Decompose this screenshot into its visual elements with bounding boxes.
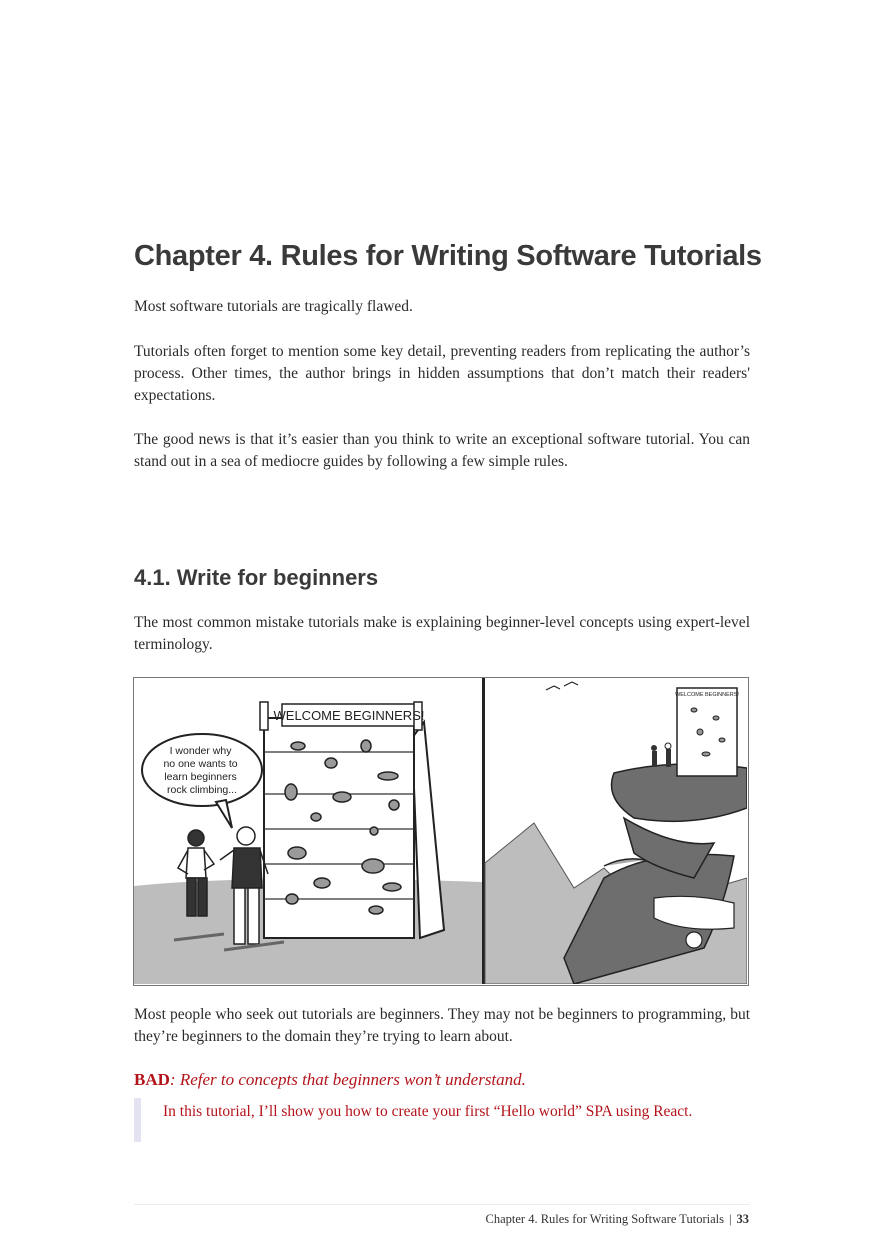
small-banner-text: WELCOME BEGINNERS! [675,692,739,698]
footer-chapter-title: Chapter 4. Rules for Writing Software Tutorials [485,1212,724,1226]
bad-label: BAD [134,1070,170,1089]
comic-svg [134,678,747,984]
bad-example-heading [134,1070,526,1090]
bad-example-block [134,1098,750,1142]
bubble-line: I wonder why [169,745,232,757]
intro-paragraph: Tutorials often forget to mention some key detail, preventing readers from replicating the author’s process. Other times, the author brings in hidden assumptions that don’t match their readers' expectations. [134,343,750,404]
comic-left-panel [134,678,482,984]
page-number: 33 [736,1212,749,1226]
quote-bar [134,1098,141,1142]
bad-example-text: In this tutorial, I’ll show you how to create your first “Hello world” SPA using React. [163,1103,693,1120]
page-footer [486,1212,750,1227]
section-paragraph: Most people who seek out tutorials are beginners. They may not be beginners to programming, but they’re beginners to the domain they’re trying to learn about. [134,1006,750,1045]
comic-illustration [133,677,749,986]
footer-separator: | [728,1212,732,1226]
intro-paragraph: The good news is that it’s easier than you think to write an exceptional software tutorial. You can stand out in a sea of mediocre guides by following a few simple rules. [134,431,750,470]
section-title: 4.1. Write for beginners [134,565,379,590]
chapter-title: Chapter 4. Rules for Writing Software Tutorials [134,240,762,272]
comic-right-panel [485,678,747,984]
intro-paragraph: Most software tutorials are tragically flawed. [134,298,413,315]
banner-text: WELCOME BEGINNERS! [273,708,425,723]
section-lead-paragraph: The most common mistake tutorials make is explaining beginner-level concepts using expert-level terminology. [134,614,750,653]
footer-divider [134,1204,750,1205]
bubble-line: learn beginners [164,771,237,783]
bubble-line: rock climbing... [166,784,238,796]
bubble-line: no one wants to [163,758,238,770]
bad-description: : Refer to concepts that beginners won’t understand. [169,1070,526,1089]
svg-text:I wonder why no one wa [163,745,240,796]
